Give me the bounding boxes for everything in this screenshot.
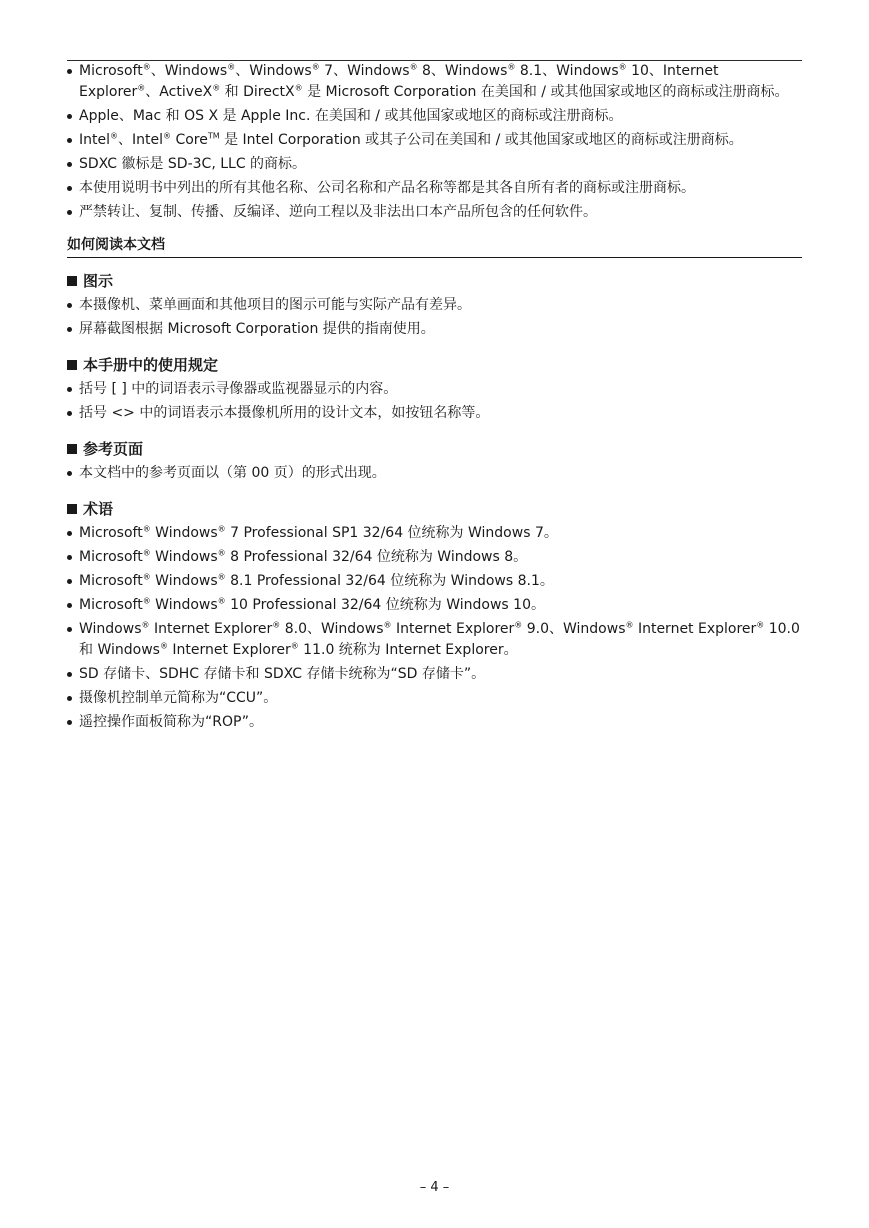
list-item: 摄像机控制单元简称为“CCU”。 <box>67 688 802 709</box>
list-item: 本摄像机、菜单画面和其他项目的图示可能与实际产品有差异。 <box>67 295 802 316</box>
list-item: SDXC 徽标是 SD-3C, LLC 的商标。 <box>67 154 802 175</box>
list-item: 严禁转让、复制、传播、反编译、逆向工程以及非法出口本产品所包含的任何软件。 <box>67 202 802 223</box>
document-page <box>67 60 802 736</box>
list-item: Intel®、Intel® Core™ 是 Intel Corporation 或其子公司在美国和 / 或其他国家或地区的商标或注册商标。 <box>67 130 802 151</box>
section-heading: 如何阅读本文档 <box>67 235 802 258</box>
reference-pages-list <box>67 463 802 484</box>
list-item: Windows® Internet Explorer® 8.0、Windows® Internet Explorer® 9.0、Windows® Internet Explorer® 10.0 和 Windows® Internet Explorer® 11.0 统称为 Internet Explorer。 <box>67 619 802 661</box>
square-bullet-icon <box>67 276 77 286</box>
list-item: Microsoft® Windows® 8 Professional 32/64 位统称为 Windows 8。 <box>67 547 802 568</box>
square-bullet-icon <box>67 360 77 370</box>
page-number: – 4 – <box>419 1180 450 1195</box>
list-item: Microsoft® Windows® 10 Professional 32/64 位统称为 Windows 10。 <box>67 595 802 616</box>
subsection-heading-illustrations: 图示 <box>67 270 802 292</box>
list-item: SD 存储卡、SDHC 存储卡和 SDXC 存储卡统称为“SD 存储卡”。 <box>67 664 802 685</box>
list-item: 括号 <> 中的词语表示本摄像机所用的设计文本，如按钮名称等。 <box>67 403 802 424</box>
list-item: Microsoft® Windows® 7 Professional SP1 32/64 位统称为 Windows 7。 <box>67 523 802 544</box>
square-bullet-icon <box>67 504 77 514</box>
list-item: 本使用说明书中列出的所有其他名称、公司名称和产品名称等都是其各自所有者的商标或注册商标。 <box>67 178 802 199</box>
trademark-list <box>67 61 802 223</box>
list-item: Microsoft® Windows® 8.1 Professional 32/64 位统称为 Windows 8.1。 <box>67 571 802 592</box>
terminology-list <box>67 523 802 733</box>
list-item: 遥控操作面板简称为“ROP”。 <box>67 712 802 733</box>
subsection-heading-terminology: 术语 <box>67 498 802 520</box>
list-item: 括号 [ ] 中的词语表示寻像器或监视器显示的内容。 <box>67 379 802 400</box>
list-item: 本文档中的参考页面以（第 00 页）的形式出现。 <box>67 463 802 484</box>
list-item: Apple、Mac 和 OS X 是 Apple Inc. 在美国和 / 或其他国家或地区的商标或注册商标。 <box>67 106 802 127</box>
illustrations-list <box>67 295 802 340</box>
conventions-list <box>67 379 802 424</box>
subsection-heading-reference-pages: 参考页面 <box>67 438 802 460</box>
list-item: 屏幕截图根据 Microsoft Corporation 提供的指南使用。 <box>67 319 802 340</box>
subsection-heading-conventions: 本手册中的使用规定 <box>67 354 802 376</box>
square-bullet-icon <box>67 444 77 454</box>
list-item: Microsoft®、Windows®、Windows® 7、Windows® 8、Windows® 8.1、Windows® 10、Internet Explorer®、ActiveX® 和 DirectX® 是 Microsoft Corporation 在美国和 / 或其他国家或地区的商标或注册商标。 <box>67 61 802 103</box>
